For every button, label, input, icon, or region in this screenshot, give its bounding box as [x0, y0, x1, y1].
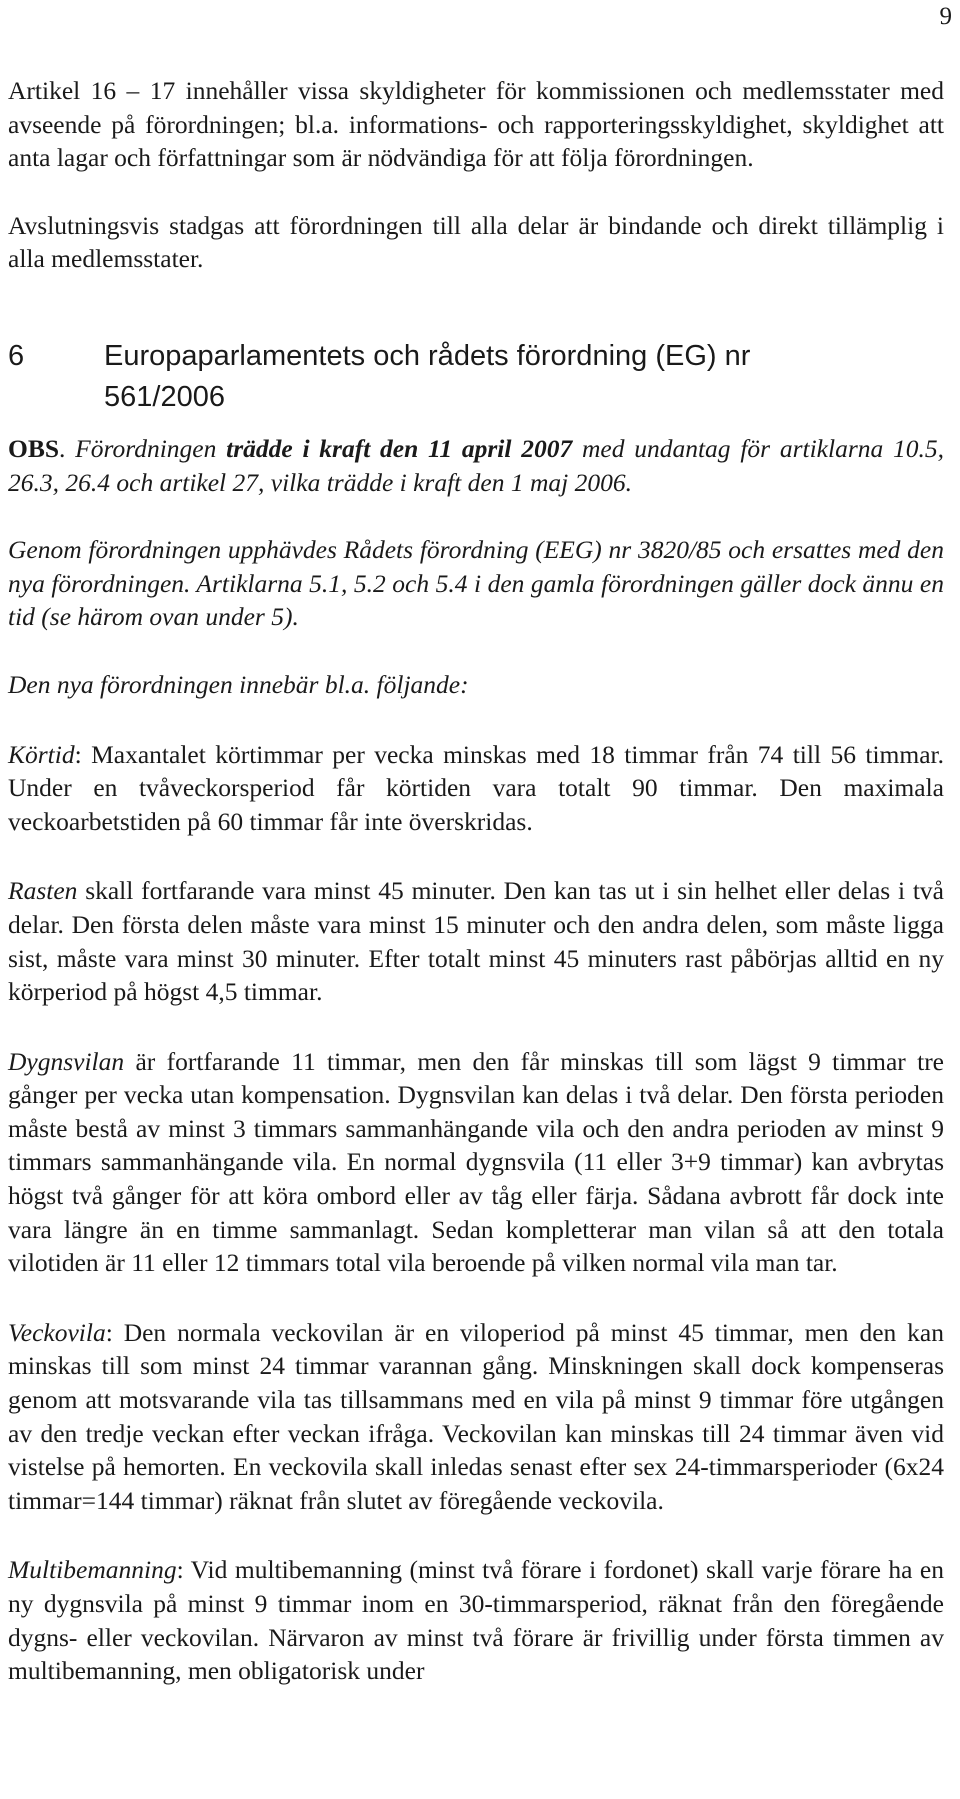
obs-label: OBS — [8, 433, 60, 463]
section-title: Europaparlamentets och rådets förordning (EG) nr 561/2006 — [104, 339, 751, 413]
repeal-paragraph: Genom förordningen upphävdes Rådets förordning (EEG) nr 3820/85 och ersattes med den nya förordningen. Artiklarna 5.1, 5.2 och 5.4 i den gamla förordningen gäller dock ännu en tid (se härom ovan under 5). — [8, 535, 944, 632]
obs-text-2: med undantag för artiklarna 10.5, 26.3, 26.4 och artikel 27, vilka trädde i kraft den 1 maj 2006. — [8, 433, 944, 497]
section-heading — [8, 336, 944, 418]
rasten-paragraph — [8, 874, 944, 1008]
dygnsvilan-term: Dygnsvilan — [8, 1046, 125, 1076]
paragraph-articles-16-17: Artikel 16 – 17 innehåller vissa skyldigheter för kommissionen och medlemsstater med avseende på förordningen; bl.a. informations- och rapporteringsskyldighet, skyldighet att anta lagar och författningar som är nödvändiga för att följa förordningen. — [8, 76, 944, 173]
multibemanning-term: Multibemanning — [8, 1555, 177, 1585]
dygnsvilan-text: är fortfarande 11 timmar, men den får minskas till som lägst 9 timmar tre gånger per vecka utan kompensation. Dygnsvilan kan delas i två delar. Den första perioden måste bestå av minst 3 timmars sammanhängande vila och den andra perioden av minst 9 timmars sammanhängande vila. En normal dygnsvila (11 eller 3+9 timmar) kan avbrytas högst två gånger för att köra ombord eller av tåg eller färja. Sådana avbrott får dock inte vara längre än en timme sammanlagt. Sedan kompletterar man vilan så att den totala vilotiden är 11 eller 12 timmars total vila beroende på vilken normal vila man tar. — [8, 1046, 944, 1278]
page-number: 9 — [939, 3, 952, 30]
obs-period: . — [59, 433, 66, 463]
koertid-text: : Maxantalet körtimmar per vecka minskas med 18 timmar från 74 till 56 timmar. Under en tvåveckorsperiod får körtiden vara totalt 90 timmar. Den maximala veckoarbetstiden på 60 timmar får inte överskridas. — [8, 739, 944, 836]
section-number: 6 — [8, 339, 25, 372]
document-body — [8, 74, 944, 1688]
intro-paragraph: Den nya förordningen innebär bl.a. följande: — [8, 669, 469, 699]
paragraph-binding: Avslutningsvis stadgas att förordningen till alla delar är bindande och direkt tillämplig i alla medlemsstater. — [8, 210, 944, 274]
obs-effective-date: trädde i kraft den 11 april 2007 — [226, 433, 573, 463]
rasten-term: Rasten — [8, 876, 78, 906]
veckovila-paragraph — [8, 1316, 944, 1518]
dygnsvilan-paragraph — [8, 1045, 944, 1280]
veckovila-term: Veckovila — [8, 1317, 106, 1347]
koertid-term: Körtid — [8, 739, 75, 769]
multibemanning-text: : Vid multibemanning (minst två förare i fordonet) skall varje förare ha en ny dygnsvila på minst 9 timmar inom en 30-timmarsperiod, räknat från den föregående dygns- eller veckovilan. Närvaron av minst två förare är frivillig under första timmen av multibemanning, men obligatorisk under — [8, 1555, 944, 1686]
koertid-paragraph — [8, 738, 944, 839]
multibemanning-paragraph — [8, 1553, 944, 1687]
obs-text-1: Förordningen — [65, 433, 227, 463]
rasten-text: skall fortfarande vara minst 45 minuter. Den kan tas ut i sin helhet eller delas i två delar. Den första delen måste vara minst 15 minuter och den andra delen, som måste ligga sist, måste vara minst 30 minuter. Efter totalt minst 45 minuters rast påbörjas alltid en ny körperiod på högst 4,5 timmar. — [8, 876, 944, 1007]
obs-paragraph — [8, 432, 944, 499]
veckovila-text: : Den normala veckovilan är en viloperiod på minst 45 timmar, men den kan minskas till som minst 24 timmar varannan gång. Minskningen skall dock kompenseras genom att motsvarande vila tas tillsammans med en vila på minst 9 timmar före utgången av den tredje veckan efter veckan ifråga. Veckovilan kan minskas till 24 timmar även vid vistelse på hemorten. En veckovila skall inledas senast efter sex 24-timmarsperioder (6x24 timmar=144 timmar) räknat från slutet av föregående veckovila. — [8, 1317, 944, 1515]
